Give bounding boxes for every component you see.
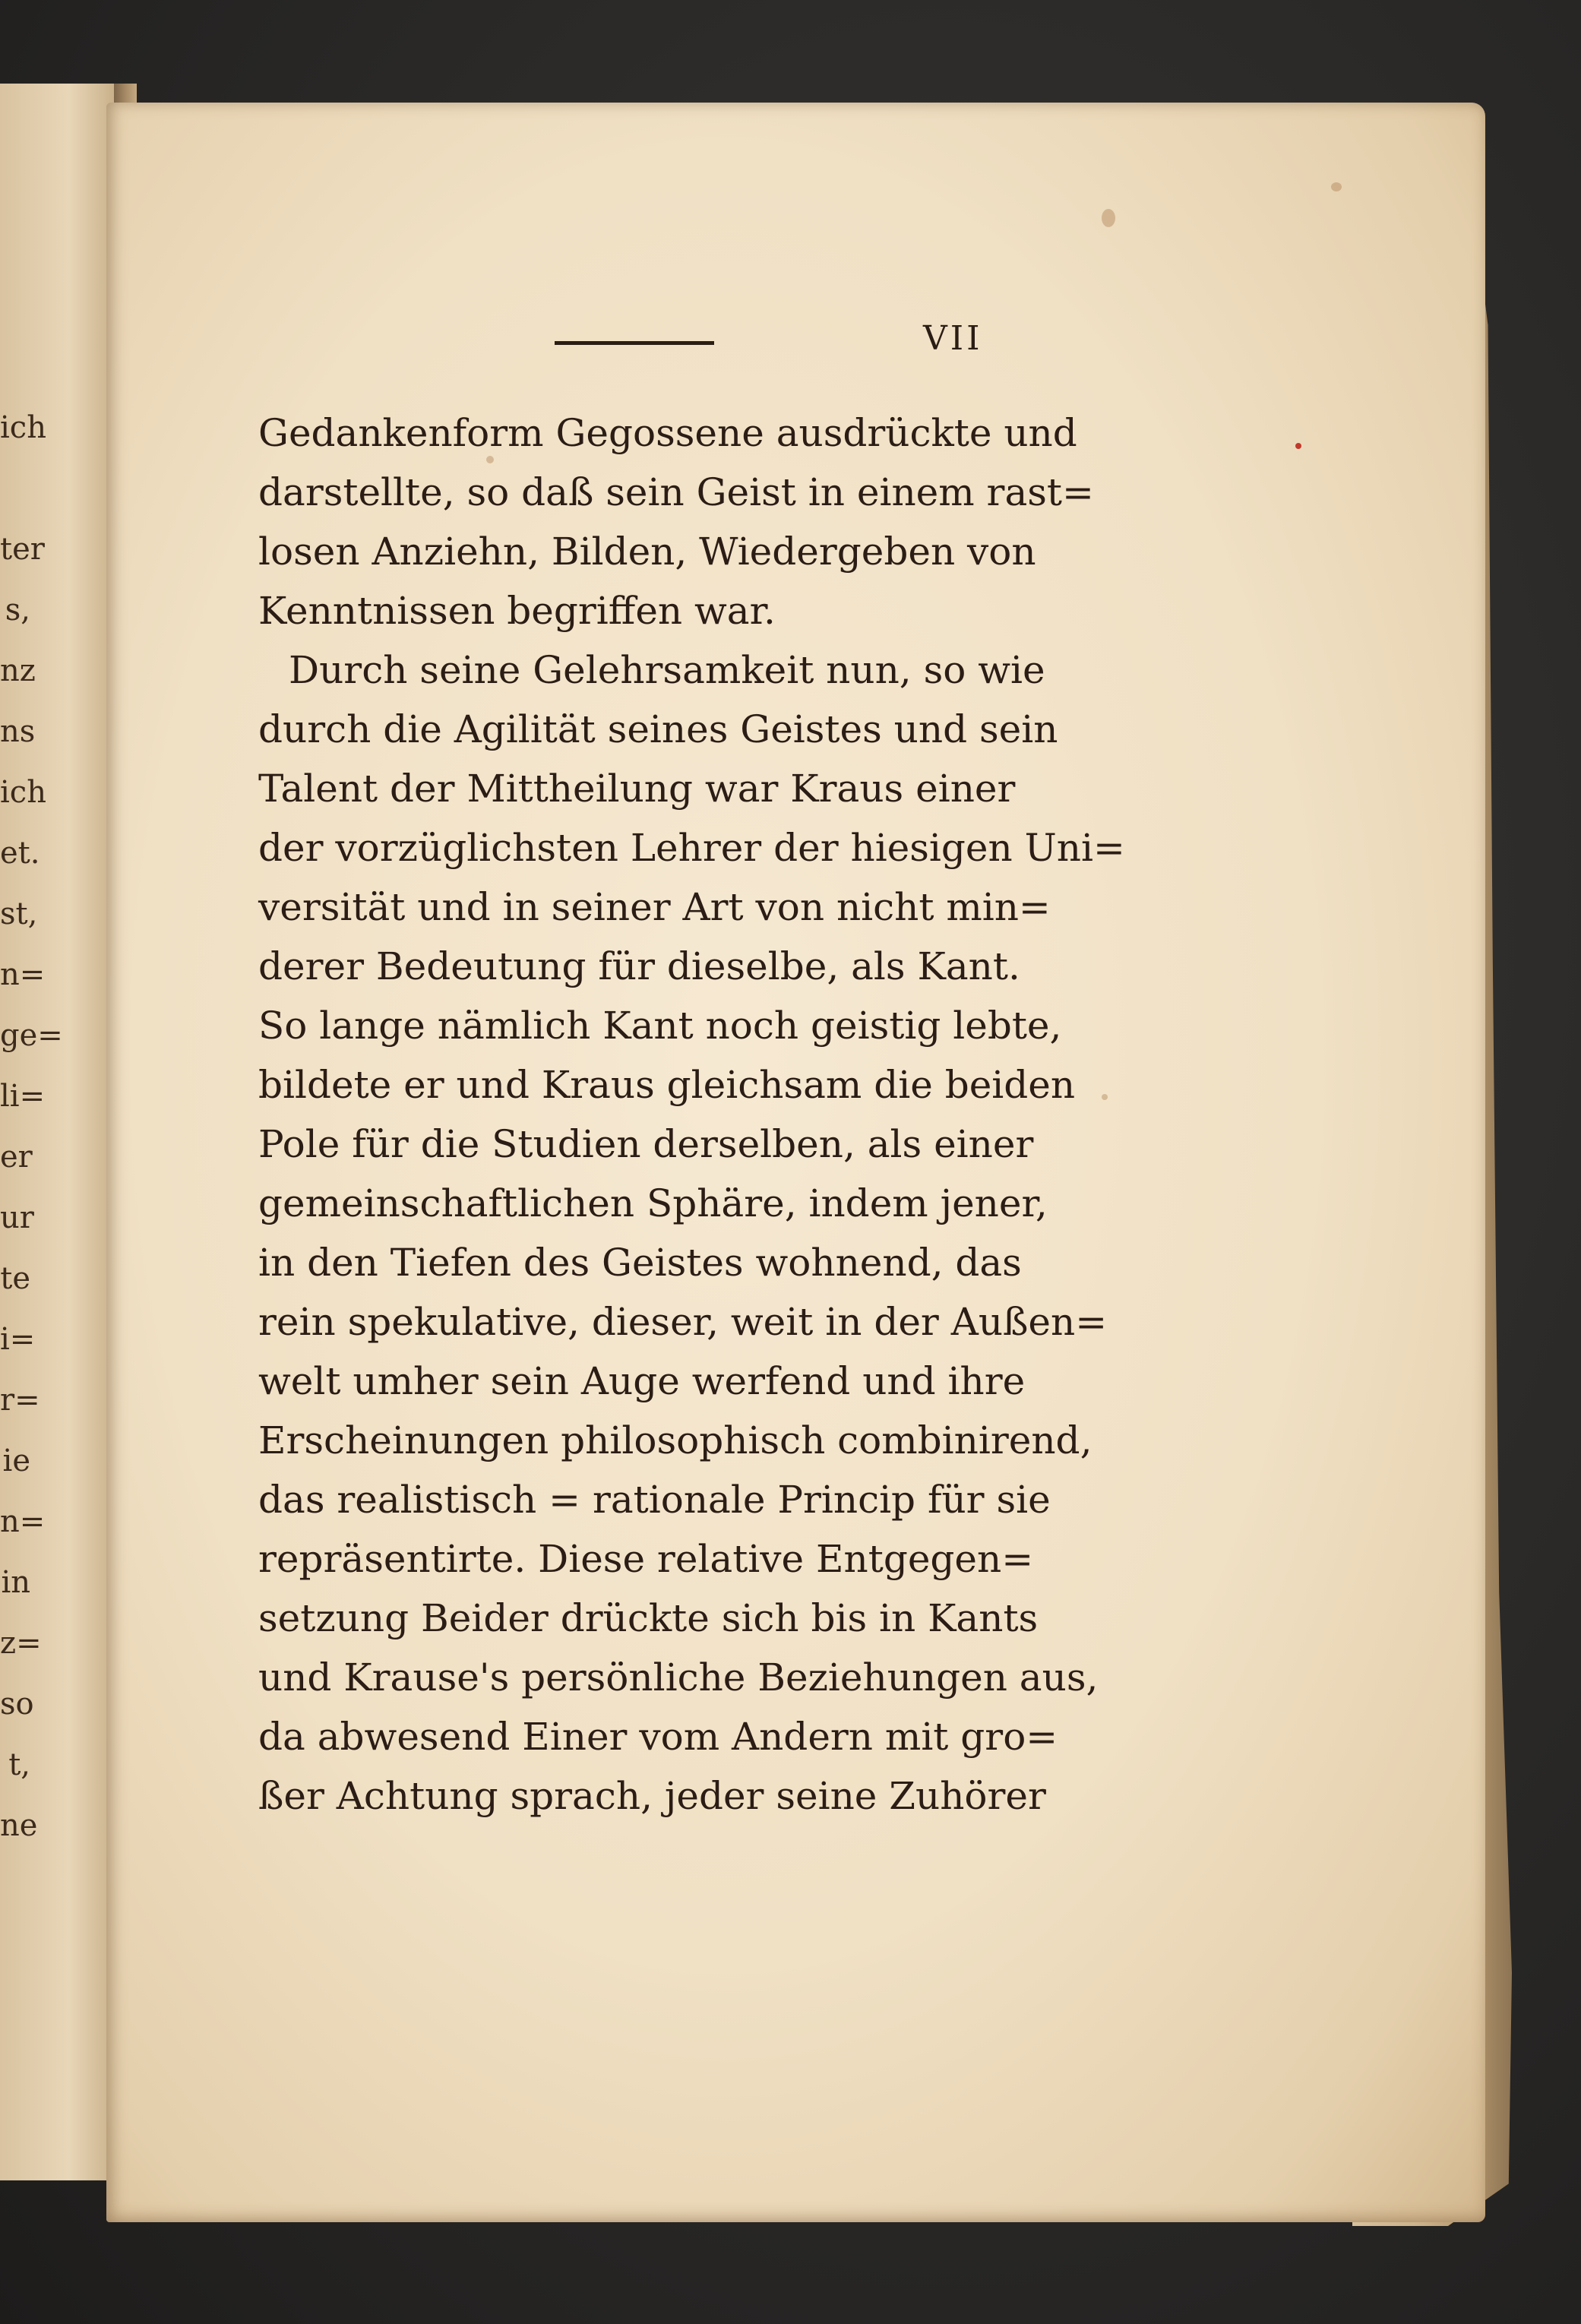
text-line: losen Anziehn, Bilden, Wiedergeben von: [258, 530, 1036, 574]
text-line: durch die Agilität seines Geistes und sein: [258, 707, 1058, 751]
text-line: Pole für die Studien derselben, als einer: [258, 1122, 1034, 1166]
left-fragment: ich: [0, 410, 46, 445]
left-fragment: ur: [0, 1200, 34, 1235]
header-rule: [555, 341, 714, 345]
left-fragment: et.: [0, 836, 40, 871]
text-line: Durch seine Gelehrsamkeit nun, so wie: [289, 648, 1045, 692]
text-line: bildete er und Kraus gleichsam die beiden: [258, 1063, 1076, 1107]
page-number: VII: [923, 319, 983, 358]
left-fragment: so: [0, 1687, 34, 1722]
text-line: Talent der Mittheilung war Kraus einer: [258, 767, 1016, 811]
text-line: derer Bedeutung für dieselbe, als Kant.: [258, 944, 1020, 988]
text-line: ßer Achtung sprach, jeder seine Zuhörer: [258, 1774, 1046, 1818]
text-line: das realistisch = rationale Princip für sie: [258, 1478, 1051, 1522]
left-fragment: s,: [5, 593, 30, 628]
foxing-spot: [1102, 1094, 1108, 1100]
text-line: Erscheinungen philosophisch combinirend,: [258, 1418, 1092, 1462]
text-line: repräsentirte. Diese relative Entgegen=: [258, 1537, 1034, 1581]
text-line: setzung Beider drückte sich bis in Kants: [258, 1596, 1039, 1640]
left-fragment: ge=: [0, 1018, 63, 1053]
left-fragment: li=: [0, 1079, 46, 1114]
left-fragment: ich: [0, 775, 46, 810]
text-line: da abwesend Einer vom Andern mit gro=: [258, 1715, 1058, 1759]
left-fragment: t,: [8, 1747, 30, 1782]
text-line: darstellte, so daß sein Geist in einem rast=: [258, 470, 1094, 514]
foxing-spot: [1102, 209, 1115, 227]
text-line: der vorzüglichsten Lehrer der hiesigen Uni=: [258, 826, 1125, 870]
left-fragment: er: [0, 1140, 33, 1175]
left-fragment: st,: [0, 896, 38, 931]
left-fragment: ne: [0, 1808, 38, 1843]
left-fragment: ie: [2, 1443, 30, 1478]
left-fragment: te: [0, 1261, 30, 1296]
left-fragment: r=: [0, 1383, 40, 1418]
left-fragment: z=: [0, 1626, 42, 1661]
left-fragment: in: [1, 1565, 30, 1600]
left-fragment: ter: [0, 532, 45, 567]
text-line: gemeinschaftlichen Sphäre, indem jener,: [258, 1181, 1048, 1225]
left-fragment: nz: [0, 653, 36, 688]
text-line: Gedankenform Gegossene ausdrückte und: [258, 411, 1077, 455]
text-line: und Krause's persönliche Beziehungen aus,: [258, 1655, 1099, 1700]
red-mark: [1295, 443, 1301, 449]
text-line: welt umher sein Auge werfend und ihre: [258, 1359, 1026, 1403]
text-line: in den Tiefen des Geistes wohnend, das: [258, 1241, 1022, 1285]
left-fragment: n=: [0, 1504, 46, 1539]
left-fragment: i=: [0, 1322, 36, 1357]
left-fragment: n=: [0, 957, 46, 992]
text-line: versität und in seiner Art von nicht min=: [258, 885, 1051, 929]
text-line: rein spekulative, dieser, weit in der Außen=: [258, 1300, 1108, 1344]
left-fragment: ns: [0, 714, 36, 749]
text-line: So lange nämlich Kant noch geistig lebte,: [258, 1004, 1062, 1048]
text-line: Kenntnissen begriffen war.: [258, 589, 776, 633]
foxing-spot: [1331, 182, 1342, 191]
